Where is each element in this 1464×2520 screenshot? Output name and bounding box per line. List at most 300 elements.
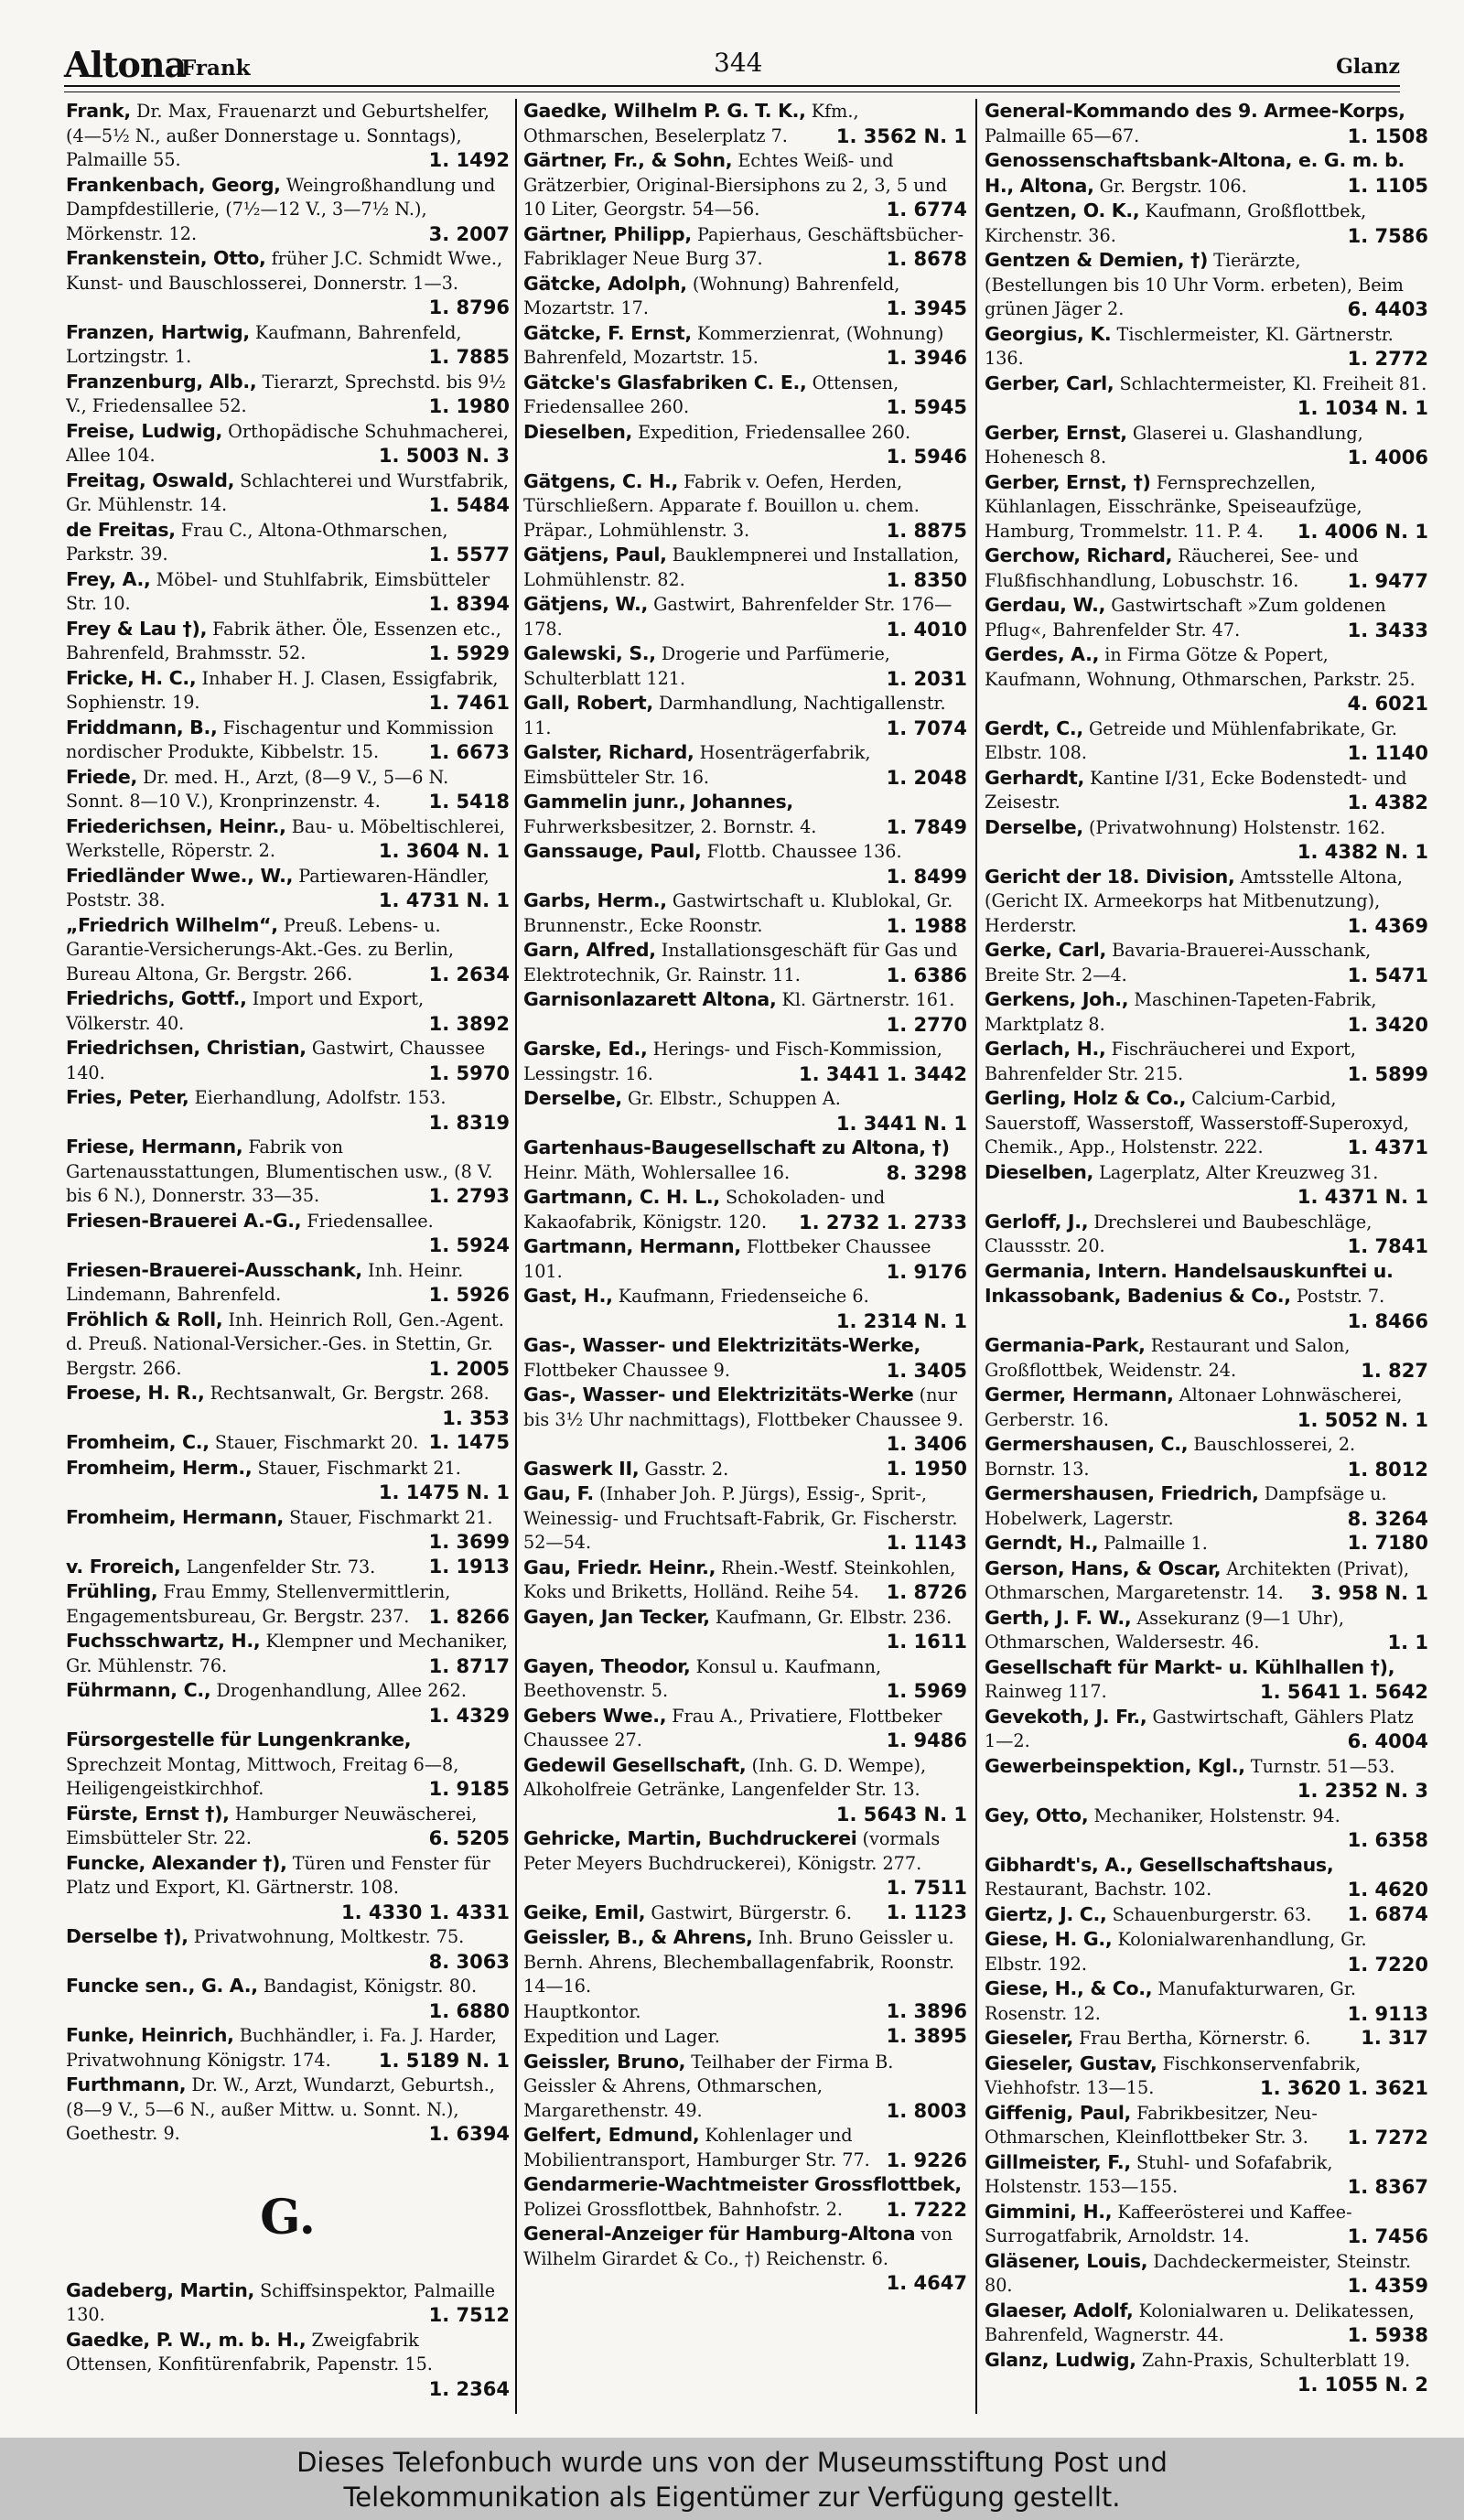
directory-entry — [523, 1457, 967, 1482]
directory-entry — [523, 987, 967, 1037]
phone-number: 1. 4731 N. 1 — [378, 889, 510, 911]
entry-details: Klempner und Mechaniker, Gr. Mühlenstr. 76. — [66, 1631, 509, 1676]
phone-number: 1. 8726 — [886, 1581, 967, 1603]
footer-notice — [0, 2438, 1464, 2520]
phone-number: 1. 7841 — [1347, 1235, 1428, 1257]
directory-entry — [66, 1802, 510, 1851]
directory-entry — [66, 567, 510, 617]
phone-number: 1. 3895 — [886, 2025, 967, 2047]
directory-entry — [66, 99, 510, 173]
entry-details: Gastwirt, Bürgerstr. 6. — [651, 1901, 852, 1923]
entry-name: Fromheim, Hermann, — [66, 1505, 284, 1528]
entry-details: Import und Export, Völkerstr. 40. — [66, 988, 425, 1034]
entry-name: Gas-, Wasser- und Elektrizitäts-Werke — [523, 1384, 914, 1405]
entry-name: Gerson, Hans, & Oscar, — [985, 1556, 1222, 1579]
entry-name: Derselbe †), — [66, 1925, 188, 1947]
entry-details: Orthopädische Schuhmacherei, Allee 104. — [66, 420, 510, 466]
directory-entry — [985, 987, 1428, 1037]
entry-details: Bavaria-Brauerei-Ausschank, Breite Str. 2—4. — [985, 940, 1372, 985]
directory-entry — [66, 1381, 510, 1430]
entry-name: Giertz, J. C., — [985, 1902, 1107, 1925]
entry-details: Privatwohnung, Moltkestr. 75. — [193, 1926, 465, 1947]
phone-number: 1. 5945 — [886, 396, 967, 418]
entry-details: Inh. Bruno Geissler u. Bernh. Ahrens, Blechemballagenfabrik, Roonstr. 14—16. — [523, 1927, 954, 1997]
entry-details: Hamburger Neuwäscherei, Eimsbütteler Str. 22. — [66, 1803, 478, 1848]
entry-name: Gerth, J. F. W., — [985, 1606, 1132, 1629]
entry-name: v. Froreich, — [66, 1555, 181, 1578]
directory-entry — [523, 1704, 967, 1753]
entry-details: Getreide und Mühlenfabrikate, Gr. Elbstr. 108. — [985, 717, 1398, 763]
entry-name: Gentzen & Demien, †) — [985, 249, 1209, 271]
phone-number: 1. 3945 — [886, 297, 967, 319]
phone-number: 1. 8717 — [428, 1654, 510, 1677]
directory-entry — [523, 222, 967, 272]
directory-entry — [66, 1555, 510, 1580]
phone-number: 8. 3063 — [428, 1950, 510, 1973]
directory-entry — [66, 2023, 510, 2073]
directory-entry — [985, 248, 1428, 322]
directory-entry — [985, 1902, 1428, 1928]
entry-details: Tierärzte, (Bestellungen bis 10 Uhr Vorm. erbeten), Beim grünen Jäger 2. — [985, 250, 1404, 319]
phone-number: 1. 8350 — [886, 568, 967, 591]
entry-name: Gibhardt's, A., Gesellschaftshaus, — [985, 1853, 1334, 1876]
phone-number: 6. 4403 — [1347, 298, 1428, 320]
entry-details: Installationsgeschäft für Gas und Elektrotechnik, Gr. Rainstr. 11. — [523, 940, 958, 985]
entry-details: Calcium-Carbid, Sauerstoff, Wasserstoff, Wasserstoff-Superoxyd, Chemik., App., Holstenstr. 222. — [985, 1088, 1409, 1158]
directory-entry — [523, 641, 967, 691]
entry-name: Gätcke, Adolph, — [523, 272, 687, 295]
phone-number: 1. 1123 — [886, 1901, 967, 1923]
entry-details: Manufakturwaren, Gr. Rosenstr. 12. — [985, 1978, 1357, 2024]
entry-details: Fischagentur und Kommission nordischer Produkte, Kibbelstr. 15. — [66, 716, 494, 762]
entry-details: Kaufmann, Großflottbek, Kirchenstr. 36. — [985, 200, 1367, 246]
entry-details: Rainweg 117. — [985, 1681, 1107, 1702]
entry-details: Frau A., Privatiere, Flottbeker Chaussee 27. — [523, 1705, 942, 1750]
entry-name: Fürsorgestelle für Lungenkranke, — [66, 1728, 412, 1750]
entry-details: Dachdeckermeister, Steinstr. 80. — [985, 2250, 1412, 2296]
directory-entry — [985, 322, 1428, 372]
entry-details: Partiewaren-Händler, Poststr. 38. — [66, 865, 490, 910]
directory-entry — [66, 370, 510, 419]
entry-details: Drogerie und Parfümerie, Schulterblatt 121. — [523, 643, 890, 689]
phone-number: 1. 7885 — [428, 346, 510, 368]
phone-number: 1. 8367 — [1347, 2176, 1428, 2198]
entry-name: Geissler, B., & Ahrens, — [523, 1926, 753, 1948]
entry-name: Friederichsen, Heinr., — [66, 814, 286, 837]
entry-name: Frey, A., — [66, 567, 151, 590]
phone-number: 1. 4010 — [886, 618, 967, 641]
entry-details: Turnstr. 51—53. — [1250, 1755, 1395, 1777]
phone-number: 1. 1034 N. 1 — [1297, 397, 1428, 419]
entry-name: Gerchow, Richard, — [985, 544, 1173, 566]
directory-entry — [523, 543, 967, 592]
entry-name: Glaeser, Adolf, — [985, 2299, 1134, 2321]
directory-entry — [523, 1925, 967, 1999]
entry-name: Gieseler, — [985, 2027, 1073, 2049]
entry-name: Geissler, Bruno, — [523, 2050, 686, 2073]
entry-name: Gey, Otto, — [985, 1804, 1089, 1826]
entry-details: Bauklempnerei und Installation, Lohmühlenstr. 82. — [523, 544, 960, 590]
entry-details: Fabrik v. Oefen, Herden, Türschließern. Apparate f. Bouillon u. chem. Präpar., Lohmühlenstr. 3. — [523, 470, 920, 541]
directory-entry — [985, 1705, 1428, 1754]
directory-entry — [66, 814, 510, 864]
entry-details: Schokoladen- und Kakaofabrik, Königstr. 120. — [523, 1187, 886, 1233]
directory-entry — [985, 2101, 1428, 2150]
phone-number: 1. 827 — [1361, 1359, 1428, 1382]
entry-name: Gentzen, O. K., — [985, 199, 1140, 221]
entry-details: Räucherei, See- und Flußfischhandlung, Lobuschstr. 16. — [985, 545, 1359, 591]
header-first-name: Frank — [181, 56, 251, 81]
entry-details: Flottbeker Chaussee 9. — [523, 1359, 730, 1381]
directory-entry — [66, 518, 510, 567]
directory-entry — [66, 1924, 510, 1974]
entry-name: „Friedrich Wilhelm“, — [66, 913, 278, 936]
phone-number: 6. 5205 — [428, 1827, 510, 1849]
entry-name: Gevekoth, J. Fr., — [985, 1705, 1147, 1728]
directory-entry — [985, 2299, 1428, 2348]
directory-entry — [523, 1901, 967, 1926]
entry-details: Tierarzt, Sprechstd. bis 9½ V., Friedensallee 52. — [66, 371, 506, 416]
entry-details: Dr. med. H., Arzt, (8—9 V., 5—6 N. Sonnt. 8—10 V.), Kronprinzenstr. 4. — [66, 766, 449, 812]
entry-details: Fabrik äther. Öle, Essenzen etc., Bahrenfeld, Brahmsstr. 52. — [66, 618, 501, 663]
directory-entry — [523, 1654, 967, 1704]
entry-details: Restaurant und Salon, Großflottbek, Weidenstr. 24. — [985, 1335, 1351, 1381]
entry-name: Gläsener, Louis, — [985, 2249, 1148, 2272]
phone-number: 1. 5970 — [428, 1061, 510, 1084]
entry-details: Gastwirtschaft »Zum goldenen Pflug«, Bahrenfelder Str. 47. — [985, 595, 1386, 641]
phone-number: 1. 2732 1. 2733 — [798, 1211, 967, 1233]
phone-number: 1. 4620 — [1347, 1879, 1428, 1901]
entry-name: Gaswerk II, — [523, 1457, 640, 1480]
entry-details: Palmaille 1. — [1103, 1533, 1208, 1554]
phone-number: 1. 1143 — [886, 1532, 967, 1554]
directory-entry — [523, 839, 967, 888]
entry-details: Altonaer Lohnwäscherei, Gerberstr. 16. — [985, 1384, 1403, 1430]
phone-number: 1. 7456 — [1347, 2225, 1428, 2247]
directory-entry — [66, 913, 510, 987]
directory-entry — [66, 765, 510, 814]
entry-name: Gartmann, Hermann, — [523, 1235, 741, 1257]
entry-details: (Inhaber Joh. P. Jürgs), Essig-, Sprit-, Weinessig- und Fruchtsaft-Fabrik, Gr. Fischerstr. 52—54. — [523, 1483, 958, 1553]
entry-details: Fuhrwerksbesitzer, 2. Bornstr. 4. — [523, 815, 817, 837]
phone-number: 1. 6673 — [428, 741, 510, 763]
phone-number: 1. 5052 N. 1 — [1297, 1408, 1428, 1431]
entry-details: Kfm., Othmarschen, Beselerplatz 7. — [523, 101, 859, 146]
phone-number: 1. 1913 — [428, 1555, 510, 1578]
phone-number: 1. 8012 — [1347, 1458, 1428, 1481]
phone-number: 6. 4004 — [1347, 1730, 1428, 1752]
entry-details: Kohlenlager und Mobilientransport, Hamburger Str. 77. — [523, 2125, 870, 2170]
directory-entry — [985, 1383, 1428, 1432]
phone-number: 1. 353 — [442, 1406, 510, 1429]
entry-details: Gasstr. 2. — [644, 1458, 729, 1480]
phone-number: 1. 1492 — [428, 149, 510, 171]
directory-entry — [66, 1430, 510, 1456]
entry-details: Gr. Bergstr. 106. — [1099, 175, 1247, 197]
entry-name: Gerling, Holz & Co., — [985, 1087, 1187, 1109]
entry-details: Schlachtermeister, Kl. Freiheit 81. — [1119, 372, 1427, 394]
entry-details: Kaufmann, Bahrenfeld, Lortzingstr. 1. — [66, 321, 462, 367]
entry-details: Möbel- und Stuhlfabrik, Eimsbütteler Str. 10. — [66, 568, 490, 614]
entry-details: Flottb. Chaussee 136. — [706, 841, 902, 862]
entry-name: Derselbe, — [523, 1087, 622, 1109]
entry-name: Garnisonlazarett Altona, — [523, 988, 777, 1010]
entry-details: Dampfsäge u. Hobelwerk, Lagerstr. — [985, 1483, 1387, 1529]
entry-details: Rhein.-Westf. Steinkohlen, Koks und Briketts, Holländ. Reihe 54. — [523, 1556, 956, 1602]
entry-name: Friese, Hermann, — [66, 1136, 243, 1158]
directory-entry — [985, 2026, 1428, 2052]
phone-number: 1. 3433 — [1347, 619, 1428, 641]
entry-name: Garn, Alfred, — [523, 939, 656, 961]
entry-name: Fricke, H. C., — [66, 666, 197, 689]
entry-details: Dr. W., Arzt, Wundarzt, Geburtsh., (8—9 V., 5—6 N., außer Mittw. u. Sonnt. N.), Goethestr. 9. — [66, 2074, 495, 2144]
column-divider — [975, 99, 977, 2414]
entry-details: Kolonialwarenhandlung, Gr. Elbstr. 192. — [985, 1929, 1367, 1975]
entry-name: Fries, Peter, — [66, 1086, 189, 1108]
phone-number: 1. 3441 1. 3442 — [798, 1062, 967, 1085]
directory-entry — [523, 1185, 967, 1234]
entry-name: Gendarmerie-Wachtmeister Grossflottbek, — [523, 2173, 962, 2195]
phone-number: 1. 5577 — [428, 544, 510, 565]
entry-details: Heinr. Mäth, Wohlersallee 16. — [523, 1161, 791, 1183]
directory-entry — [523, 469, 967, 544]
directory-entry — [523, 888, 967, 938]
phone-number: 1. 8499 — [886, 865, 967, 888]
directory-entry — [985, 421, 1428, 470]
entry-name: Gätcke's Glasfabriken C. E., — [523, 371, 807, 393]
entry-details: Frau Emmy, Stellenvermittlerin, Engagementsbureau, Gr. Bergstr. 237. — [66, 1581, 451, 1627]
directory-entry — [523, 790, 967, 839]
entry-name: Gerber, Ernst, — [985, 421, 1127, 444]
phone-number: 1. 7461 — [428, 692, 510, 714]
page-header — [64, 44, 1400, 88]
directory-entry — [66, 2073, 510, 2147]
directory-entry — [66, 1579, 510, 1629]
entry-details: Zahn-Praxis, Schulterblatt 19. — [1141, 2349, 1411, 2371]
directory-entry — [985, 372, 1428, 421]
directory-entry — [985, 1853, 1428, 1902]
phone-number: 1. 2048 — [886, 766, 967, 789]
entry-details: Maschinen-Tapeten-Fabrik, Marktplatz 8. — [985, 989, 1377, 1035]
phone-number: 1. 6394 — [428, 2123, 510, 2145]
entry-details: Stauer, Fischmarkt 21. — [257, 1457, 461, 1479]
column-2 — [523, 99, 967, 2423]
phone-number: 1. 3406 — [886, 1433, 967, 1455]
entry-name: Genossenschaftsbank-Altona, e. G. m. b. H., Altona, — [985, 149, 1405, 197]
phone-number: 1. 2314 N. 1 — [835, 1309, 967, 1332]
entry-name: Germania, Intern. Handelsauskunftei u. Inkassobank, Badenius & Co., — [985, 1259, 1394, 1307]
phone-number: 1. 7272 — [1347, 2127, 1428, 2148]
directory-entry — [985, 1531, 1428, 1556]
entry-details: früher J.C. Schmidt Wwe., Kunst- und Bauschlosserei, Donnerstr. 1—3. — [66, 248, 503, 294]
entry-details: Echtes Weiß- und Grätzerbier, Original-Biersiphons zu 2, 3, 5 und 10 Liter, Georgstr. 54—56. — [523, 150, 948, 220]
entry-name: Germer, Hermann, — [985, 1384, 1174, 1405]
phone-number: 1. 1611 — [886, 1631, 967, 1653]
footer-line-1: Dieses Telefonbuch wurde uns von der Museumsstiftung Post und — [296, 2447, 1168, 2478]
entry-name: Friesen-Brauerei-Ausschank, — [66, 1258, 362, 1281]
phone-number: 1. 7512 — [428, 2304, 510, 2326]
directory-entry — [985, 815, 1428, 865]
phone-number: 1. 3620 1. 3621 — [1259, 2077, 1428, 2099]
entry-details: Mechaniker, Holstenstr. 94. — [1093, 1804, 1340, 1826]
directory-entry — [985, 642, 1428, 716]
entry-name: Friedländer Wwe., W., — [66, 864, 294, 887]
entry-details: Tischlermeister, Kl. Gärtnerstr. 136. — [985, 323, 1394, 369]
entry-details: Stuhl- und Sofafabrik, Holstenstr. 153—155. — [985, 2151, 1333, 2197]
entry-details: Gastwirt, Chaussee 140. — [66, 1038, 486, 1083]
column-1 — [66, 99, 510, 2423]
entry-details: Hosenträgerfabrik, Eimsbütteler Str. 16. — [523, 742, 871, 788]
directory-entry — [66, 864, 510, 913]
phone-number: 1. 5643 N. 1 — [835, 1803, 967, 1825]
entry-details: Bau- u. Möbeltischlerei, Werkstelle, Röperstr. 2. — [66, 815, 505, 861]
entry-details: Frau C., Altona-Othmarschen, Parkstr. 39. — [66, 519, 448, 565]
entry-details: Preuß. Lebens- u. Garantie-Versicherungs-Akt.-Ges. zu Berlin, Bureau Altona, Gr. Bergstr. 266. — [66, 914, 455, 985]
entry-details: Herings- und Fisch-Kommission, Lessingstr. 16. — [523, 1039, 942, 1084]
directory-entry — [523, 1136, 967, 1185]
phone-number: 1. 3892 — [428, 1012, 510, 1035]
entry-details: Teilhaber der Firma B. Geissler & Ahrens, Othmarschen, Margarethenstr. 49. — [523, 2051, 894, 2121]
entry-name: Germania-Park, — [985, 1334, 1146, 1356]
phone-number: 1. 6386 — [886, 964, 967, 986]
entry-name: Funcke, Alexander †), — [66, 1851, 287, 1874]
entry-name: Friedrichsen, Christian, — [66, 1037, 307, 1059]
entry-details: Schlachterei und Wurstfabrik, Gr. Mühlenstr. 14. — [66, 469, 509, 515]
entry-details: Lagerplatz, Alter Kreuzweg 31. — [1099, 1161, 1379, 1183]
entry-name: Friesen-Brauerei A.-G., — [66, 1209, 302, 1232]
directory-entry — [523, 272, 967, 321]
phone-number: 1. 2031 — [886, 667, 967, 690]
phone-number: 1. 4647 — [886, 2272, 967, 2294]
directory-entry — [523, 1383, 967, 1457]
phone-number: 1. 6774 — [886, 199, 967, 221]
phone-number: 1. 1508 — [1347, 124, 1428, 147]
entry-details: in Firma Götze & Popert, Kaufmann, Wohnung, Othmarschen, Parkstr. 25. — [985, 644, 1416, 690]
entry-name: Gelfert, Edmund, — [523, 2124, 700, 2146]
directory-entry — [66, 1258, 510, 1308]
entry-name: Gast, H., — [523, 1285, 613, 1307]
entry-details: (vormals Peter Meyers Buchdruckerei), Königstr. 277. — [523, 1828, 941, 1874]
entry-details: Kantine I/31, Ecke Bodenstedt- und Zeisestr. — [985, 767, 1407, 813]
directory-entry — [985, 148, 1428, 199]
entry-name: de Freitas, — [66, 518, 176, 541]
entry-name: Gayen, Theodor, — [523, 1654, 691, 1677]
phone-number: 1. 4371 N. 1 — [1297, 1186, 1428, 1208]
entry-name: Gätjens, W., — [523, 593, 649, 615]
entry-details: Fischkonservenfabrik, Viehhofstr. 13—15. — [985, 2052, 1362, 2098]
phone-number: 1. 1 — [1387, 1632, 1428, 1653]
entry-name: Germershausen, Friedrich, — [985, 1482, 1259, 1504]
entry-details: Papierhaus, Geschäftsbücher-Fabriklager Neue Burg 37. — [523, 223, 964, 269]
entry-name: Gerdt, C., — [985, 716, 1083, 739]
entry-name: Freitag, Oswald, — [66, 468, 235, 491]
phone-number: 1. 5003 N. 3 — [378, 445, 510, 467]
directory-entry — [66, 666, 510, 716]
directory-entry — [66, 986, 510, 1036]
entry-details: Kl. Gärtnerstr. 161. — [781, 989, 955, 1010]
directory-entry — [985, 199, 1428, 248]
entry-details: Friedensallee. — [307, 1210, 434, 1232]
phone-number: 1. 3405 — [886, 1359, 967, 1382]
phone-number: 1. 2005 — [428, 1357, 510, 1380]
directory-entry — [985, 2052, 1428, 2101]
entry-details: Konsul u. Kaufmann, Beethovenstr. 5. — [523, 1655, 882, 1701]
phone-number: 1. 1140 — [1347, 742, 1428, 764]
phone-number: 1. 3441 N. 1 — [835, 1112, 967, 1135]
entry-details: Türen und Fenster für Platz und Export, Kl. Gärtnerstr. 108. — [66, 1852, 490, 1898]
entry-name: Gerdes, A., — [985, 643, 1100, 665]
directory-entry — [523, 740, 967, 790]
directory-entry — [985, 716, 1428, 766]
entry-details: Kommerzienrat, (Wohnung) Bahrenfeld, Mozartstr. 15. — [523, 322, 944, 368]
entry-name: Gammelin junr., Johannes, — [523, 791, 793, 813]
entry-name: Gätjens, Paul, — [523, 544, 667, 565]
phone-number: 8. 3264 — [1347, 1507, 1428, 1530]
entry-details: Gastwirtschaft, Gählers Platz 1—2. — [985, 1706, 1414, 1751]
directory-entry — [523, 592, 967, 641]
footer-line-2: Telekommunikation als Eigentümer zur Verfügung gestellt. — [343, 2482, 1121, 2513]
entry-name: Freise, Ludwig, — [66, 419, 223, 442]
directory-entry — [523, 2024, 967, 2050]
entry-name: Dieselben, — [985, 1160, 1094, 1183]
entry-name: Gerdau, W., — [985, 594, 1106, 616]
entry-details: Restaurant, Bachstr. 102. — [985, 1879, 1212, 1900]
phone-number: 1. 9226 — [886, 2148, 967, 2171]
phone-number: 1. 1475 — [428, 1431, 510, 1453]
directory-entry — [66, 419, 510, 468]
directory-entry — [985, 1655, 1428, 1705]
entry-details: Weingroßhandlung und Dampfdestillerie, (7½—12 V., 3—7½ N.), Mörkenstr. 12. — [66, 174, 496, 244]
phone-number: 1. 7222 — [886, 2198, 967, 2221]
entry-details: Flottbeker Chaussee 101. — [523, 1236, 931, 1282]
directory-entry — [523, 1605, 967, 1654]
entry-details: Stauer, Fischmarkt 20. — [214, 1432, 419, 1453]
entry-details: Inh. Heinrich Roll, Gen.-Agent. d. Preuß. National-Versicher.-Ges. in Stettin, Gr. Bergstr. 266. — [66, 1308, 504, 1379]
entry-name: Gesellschaft für Markt- u. Kühlhallen †), — [985, 1655, 1395, 1678]
entry-name: Fromheim, C., — [66, 1431, 210, 1453]
phone-number: 1. 3604 N. 1 — [378, 840, 510, 862]
phone-number: 1. 5938 — [1347, 2324, 1428, 2346]
directory-entry — [66, 1209, 510, 1258]
entry-details: Gastwirtschaft u. Klublokal, Gr. Brunnenstr., Ecke Roonstr. — [523, 890, 953, 936]
phone-number: 1. 7849 — [886, 815, 967, 838]
directory-entry — [66, 1505, 510, 1555]
entry-details: Assekuranz (9—1 Uhr), Othmarschen, Waldersestr. 46. — [985, 1607, 1344, 1653]
directory-entry — [66, 320, 510, 370]
directory-entry — [523, 1481, 967, 1556]
phone-number: 1. 8796 — [428, 296, 510, 318]
phone-number: 1. 8319 — [428, 1111, 510, 1134]
entry-details: Gastwirt, Bahrenfelder Str. 176—178. — [523, 594, 953, 640]
directory-entry — [523, 99, 967, 148]
phone-number: 4. 6021 — [1347, 693, 1428, 715]
directory-entry — [985, 766, 1428, 815]
directory-entry — [985, 1606, 1428, 1655]
entry-details: Sprechzeit Montag, Mittwoch, Freitag 6—8, Heiligengeistkirchhof. — [66, 1753, 459, 1799]
directory-entry — [985, 2150, 1428, 2200]
phone-number: 1. 4369 — [1347, 914, 1428, 937]
directory-entry — [985, 2249, 1428, 2299]
directory-entry — [985, 2200, 1428, 2249]
entry-name: Gerkens, Joh., — [985, 988, 1129, 1010]
phone-number: 1. 8875 — [886, 519, 967, 542]
directory-entry — [985, 1086, 1428, 1160]
entry-name: Glanz, Ludwig, — [985, 2348, 1136, 2371]
phone-number: 1. 2772 — [1347, 348, 1428, 370]
entry-name: Franzenburg, Alb., — [66, 370, 257, 393]
entry-details: (nur bis 3½ Uhr nachmittags), Flottbeker Chaussee 9. — [523, 1384, 963, 1430]
entry-name: Gau, F. — [523, 1482, 594, 1504]
